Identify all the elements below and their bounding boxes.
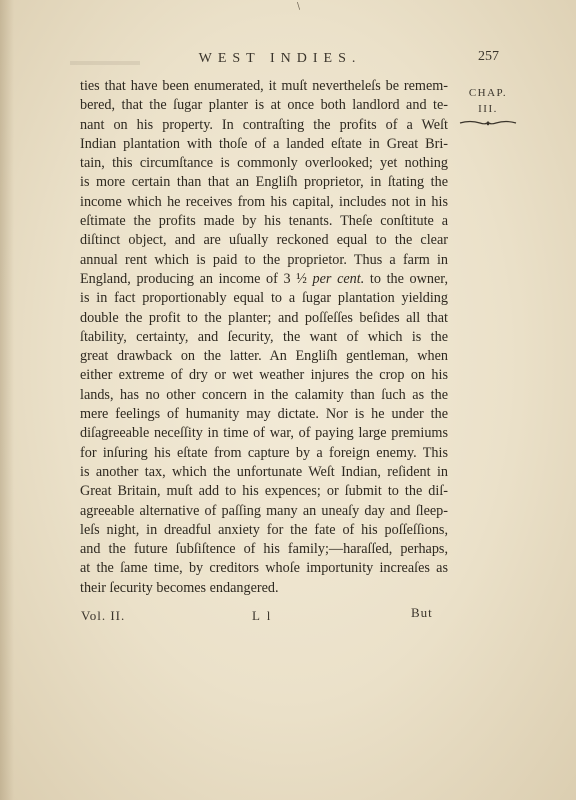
chapter-label: CHAP. (468, 87, 508, 99)
text-line: annual rent which is paid to the proprietor. Thus a farm in (80, 251, 448, 268)
text-line: income which he receives from his capital, includes not in his (80, 193, 448, 210)
text-line: nant on his property. In contraſting the profits of a Weſt (80, 116, 448, 133)
text-line: great drawback on the latter. An Engliſh gentleman, when (80, 348, 448, 365)
ink-smudge (70, 61, 140, 65)
text-line: diſagreeable neceſſity in time of war, of paying large premiums (80, 425, 448, 442)
text-line: either extreme of dry or wet weather injures the crop on his (80, 367, 448, 384)
text-line: their ſecurity becomes endangered. (80, 579, 279, 596)
text-line: is in fact proportionably equal to a ſugar plantation yielding (80, 290, 448, 307)
running-title: WEST INDIES. (198, 51, 362, 66)
chapter-marginal-note (452, 85, 524, 127)
text-line: lands, has no other concern in the calamity than ſuch as the (80, 386, 448, 403)
top-mark: \ (297, 2, 301, 12)
text-line: agreeable alternative of paſſing many an uneaſy day and ſleep- (80, 502, 448, 519)
text-line: leſs night, in dreadful anxiety for the fate of his poſſeſſions, (80, 521, 448, 538)
text-line: Indian plantation with thoſe of a landed eſtate in Great Bri- (80, 135, 448, 152)
text-line: England, producing an income of 3 ½ per cent. to the owner, (80, 270, 448, 287)
text-line: for inſuring his eſtate from capture by a foreign enemy. This (80, 444, 448, 461)
text-line: eſtimate the profits made by his tenants. Theſe conſtitute a (80, 213, 448, 230)
chapter-number: III. (478, 103, 498, 115)
text-line: Great Britain, muſt add to his expences; or ſubmit to the diſ- (80, 483, 448, 500)
text-line: is another tax, which the unfortunate Weſt Indian, reſident in (80, 463, 448, 480)
text-line: is more certain than that an Engliſh proprietor, in ſtating the (80, 174, 448, 191)
signature-mark: L l (252, 608, 273, 623)
catchword: But (411, 605, 433, 620)
text-line: tain, this circumſtance is commonly overlooked; yet nothing (80, 155, 448, 172)
text-line: and the future ſubſiſtence of his family;—haraſſed, perhaps, (80, 541, 448, 558)
text-line: at the ſame time, by creditors whoſe importunity increaſes as (80, 560, 448, 577)
text-line: ties that have been enumerated, it muſt nevertheleſs be remem- (80, 78, 448, 94)
italic-phrase: per cent. (312, 270, 365, 287)
text-line: bered, that the ſugar planter is at once both landlord and te- (80, 97, 448, 114)
text-line: diſtinct object, and are uſually reckoned equal to the clear (80, 232, 448, 249)
text-line: double the profit to the planter; and poſſeſſes beſides all that (80, 309, 448, 326)
text-line: mere feelings of humanity may dictate. Nor is he under the (80, 406, 448, 423)
main-paragraph (80, 77, 448, 598)
page-number: 257 (478, 49, 499, 64)
volume-mark: Vol. II. (81, 608, 126, 623)
text-line: ſtability, certainty, and ſecurity, the want of which is the (80, 328, 448, 345)
page-edge-shadow (0, 0, 14, 800)
flourish-ornament-icon (458, 119, 518, 127)
